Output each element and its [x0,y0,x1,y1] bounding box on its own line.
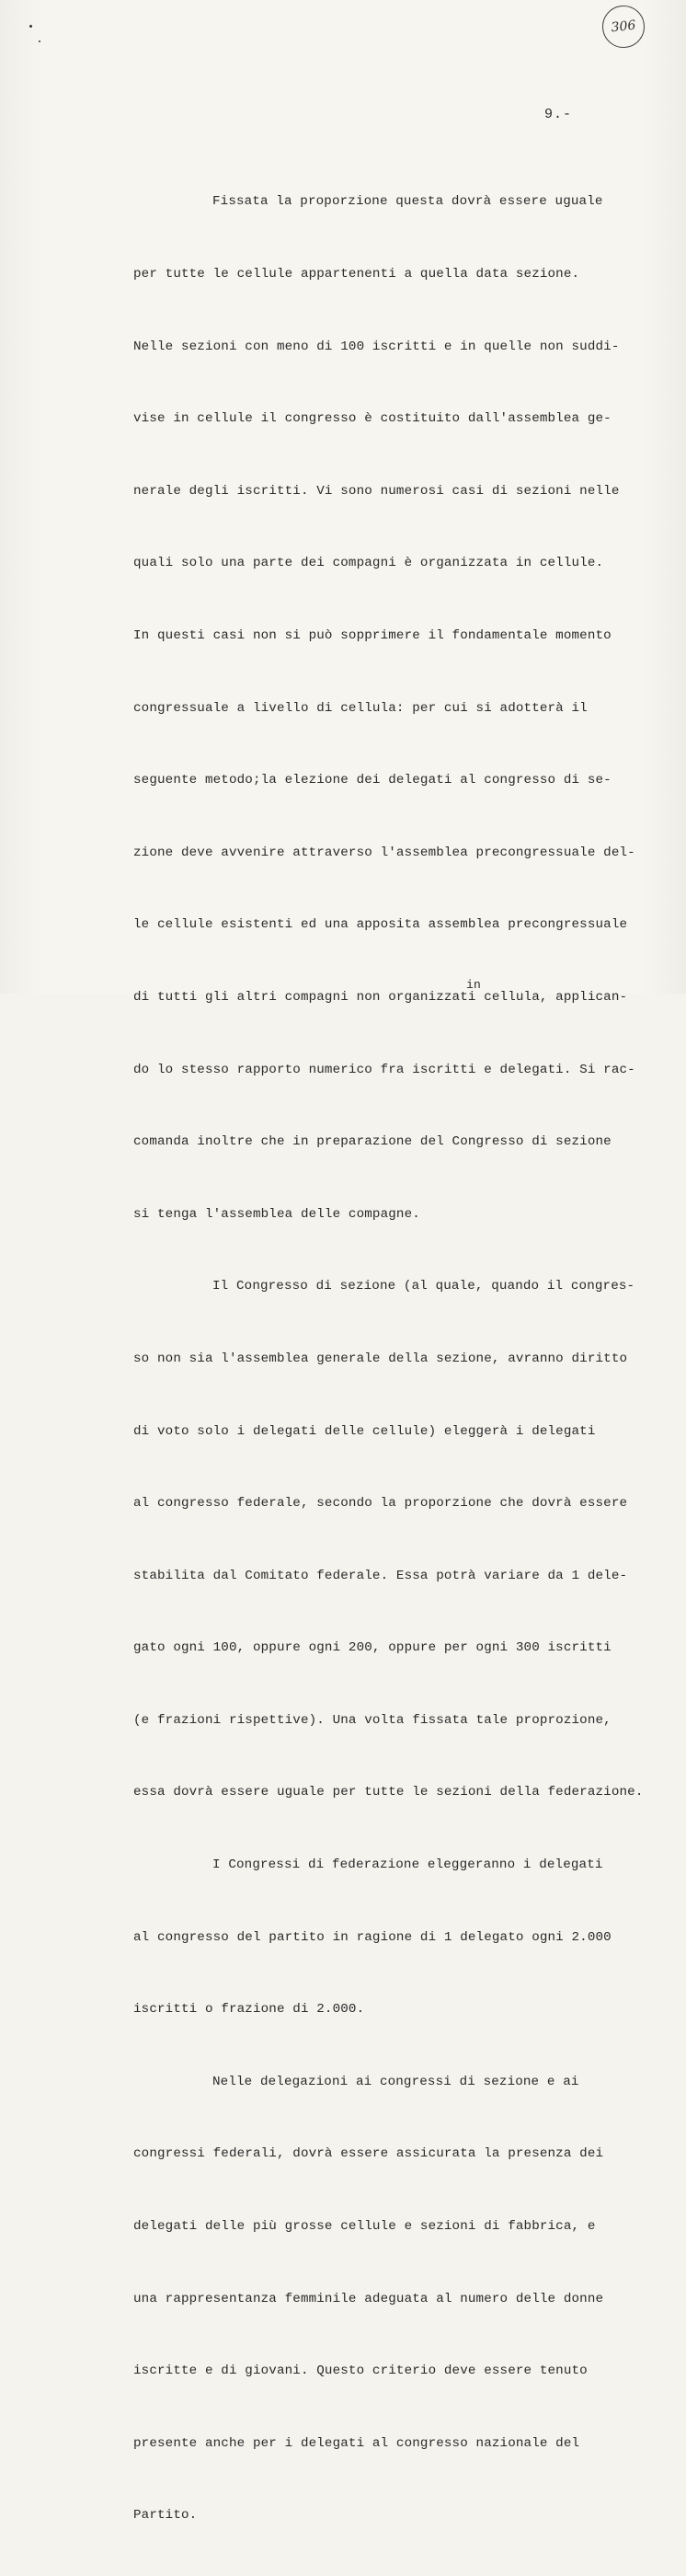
text-line: vise in cellule il congresso è costituito dall'assemblea ge- [133,411,612,427]
interlinear-insert: in [466,977,481,992]
text-line: nerale degli iscritti. Vi sono numerosi casi di sezioni nelle [133,483,620,499]
text-line: Nelle sezioni con meno di 100 iscritti e in quelle non suddi- [133,339,620,354]
text-line: In questi casi non si può sopprimere il fondamentale momento [133,627,612,643]
text-line: iscritti o frazione di 2.000. [133,2002,365,2018]
text-line: delegati delle più grosse cellule e sezioni di fabbrica, e [133,2219,596,2235]
text-line: congressuale a livello di cellula: per cui si adotterà il [133,700,588,716]
text-line: essa dovrà essere uguale per tutte le sezioni della federazione. [133,1785,644,1800]
text-line: di tutti gli altri compagni non organizzati cellula, applican- [133,989,628,1005]
text-line: Fissata la proporzione questa dovrà essere uguale [212,194,603,210]
text-line: le cellule esistenti ed una apposita assemblea precongressuale [133,917,628,933]
text-line: per tutte le cellule appartenenti a quella data sezione. [133,267,580,282]
archive-stamp: 306 [600,4,647,51]
text-line: presente anche per i delegati al congresso nazionale del [133,2435,580,2451]
scan-speck [39,40,40,42]
text-line: si tenga l'assemblea delle compagne. [133,1206,420,1222]
text-line: stabilita dal Comitato federale. Essa potrà variare da 1 dele- [133,1568,628,1583]
page-number: 9.- [544,107,573,122]
text-line: comanda inoltre che in preparazione del Congresso di sezione [133,1134,612,1150]
text-line: zione deve avvenire attraverso l'assemblea precongressuale del- [133,845,635,860]
text-line: Partito. [133,2508,198,2524]
scan-speck [29,25,32,28]
text-line: Il Congresso di sezione (al quale, quando il congres- [212,1279,635,1294]
text-line: so non sia l'assemblea generale della sezione, avranno diritto [133,1351,628,1366]
document-body [133,142,648,2576]
text-line: Nelle delegazioni ai congressi di sezione e ai [212,2074,579,2089]
text-line: di voto solo i delegati delle cellule) eleggerà i delegati [133,1423,596,1439]
text-line: (e frazioni rispettive). Una volta fissata tale proprozione, [133,1712,612,1728]
text-line: I Congressi di federazione eleggeranno i delegati [212,1857,603,1873]
text-line: iscritte e di giovani. Questo criterio deve essere tenuto [133,2363,588,2379]
text-line: gato ogni 100, oppure ogni 200, oppure per ogni 300 iscritti [133,1640,612,1656]
text-line-with-insert [133,977,648,1009]
text-line: congressi federali, dovrà essere assicurata la presenza dei [133,2146,604,2162]
text-line: al congresso del partito in ragione di 1 delegato ogni 2.000 [133,1929,612,1945]
text-line: quali solo una parte dei compagni è organizzata in cellule. [133,556,604,571]
text-line: una rappresentanza femminile adeguata al numero delle donne [133,2291,604,2306]
text-line: al congresso federale, secondo la proporzione che dovrà essere [133,1496,628,1512]
text-line: seguente metodo;la elezione dei delegati al congresso di se- [133,773,612,788]
text-line: do lo stesso rapporto numerico fra iscritti e delegati. Si rac- [133,1062,635,1077]
